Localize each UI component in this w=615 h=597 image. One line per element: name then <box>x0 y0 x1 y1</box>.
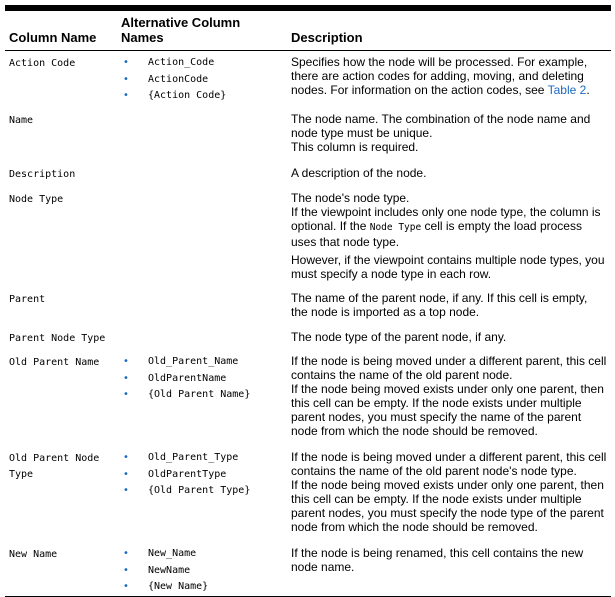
header-column-name: Column Name <box>5 11 117 51</box>
header-row <box>5 11 611 51</box>
table-row <box>5 51 611 109</box>
column-name-cell: Description <box>9 169 76 180</box>
bullet-icon: • <box>123 57 129 68</box>
description-cell: If the node is being moved under a different parent, this cell contains the name of the old parent node. If the node being moved exists under only one parent, then this cell can be empty. If the node exists under multiple parent nodes, you must specify the name of the parent node from which the node should be removed. <box>291 354 607 438</box>
description-cell: The node's node type. If the viewpoint includes only one node type, the column is optional. If the Node Type cell is empty the load process uses that node type. However, if the viewpoint contains multiple node types, you must specify a node type in each row. <box>291 191 605 281</box>
alt-names-cell <box>117 350 287 446</box>
description-cell: The name of the parent node, if any. If this cell is empty, the node is imported as a top node. <box>291 291 588 319</box>
column-name-cell: Old Parent Node Type <box>9 453 100 480</box>
description-cell: Specifies how the node will be processed. For example, there are action codes for adding, moving, and deleting nodes. For information on the action codes, see Table 2. <box>291 55 590 97</box>
list-item: • {Old Parent Name} <box>121 387 287 404</box>
column-name-cell: Old Parent Name <box>9 357 100 368</box>
list-item: • ActionCode <box>121 72 287 89</box>
alt-names-cell <box>117 446 287 542</box>
column-name-cell: Action Code <box>9 58 76 69</box>
column-name-cell: Parent <box>9 294 46 305</box>
column-reference-table <box>5 11 611 597</box>
alt-names-cell <box>117 187 287 287</box>
list-item: • NewName <box>121 563 287 580</box>
bullet-icon: • <box>123 90 129 101</box>
alt-names-list <box>117 350 287 404</box>
list-item: • Old_Parent_Type <box>121 450 287 467</box>
description-cell: The node type of the parent node, if any. <box>291 330 507 344</box>
alt-names-cell <box>117 326 287 350</box>
header-alternative-names: Alternative Column Names <box>117 11 287 51</box>
table-row <box>5 162 611 187</box>
table-row <box>5 350 611 446</box>
table-row <box>5 446 611 542</box>
table-row <box>5 108 611 162</box>
description-cell: A description of the node. <box>291 166 427 180</box>
header-description: Description <box>287 11 611 51</box>
column-name-cell: Node Type <box>9 194 64 205</box>
alt-names-cell <box>117 51 287 109</box>
bullet-icon: • <box>123 356 129 367</box>
table-row <box>5 326 611 350</box>
alt-names-cell <box>117 287 287 326</box>
bullet-icon: • <box>123 389 129 400</box>
table-row <box>5 542 611 596</box>
list-item: • New_Name <box>121 546 287 563</box>
column-name-cell: Name <box>9 115 34 126</box>
list-item: • OldParentType <box>121 467 287 484</box>
bullet-icon: • <box>123 581 129 592</box>
list-item: • {New Name} <box>121 579 287 596</box>
alt-names-list <box>117 542 287 596</box>
alt-names-cell <box>117 162 287 187</box>
alt-names-list <box>117 51 287 105</box>
bullet-icon: • <box>123 485 129 496</box>
bullet-icon: • <box>123 468 129 480</box>
list-item: • {Action Code} <box>121 88 287 105</box>
bullet-icon: • <box>123 548 129 559</box>
table-2-link[interactable]: Table 2 <box>547 83 587 97</box>
column-name-cell: Parent Node Type <box>9 333 106 344</box>
list-item: • {Old Parent Type} <box>121 483 287 500</box>
description-cell: The node name. The combination of the node name and node type must be unique. This column is required. <box>291 112 591 154</box>
description-cell: If the node is being renamed, this cell contains the new node name. <box>287 542 611 596</box>
list-item: • OldParentName <box>121 371 287 388</box>
list-item: • Old_Parent_Name <box>121 354 287 371</box>
bullet-icon: • <box>123 452 129 463</box>
description-cell: If the node is being moved under a different parent, this cell contains the name of the old parent node's node type. If the node being moved exists under only one parent, then this cell can be empty. If the node exists under multiple parent nodes, you must specify the node type of the parent node from which the node should be removed. <box>291 450 607 534</box>
column-name-cell: New Name <box>5 542 117 596</box>
alt-names-cell <box>117 542 287 596</box>
bullet-icon: • <box>123 564 129 576</box>
list-item: • Action_Code <box>121 55 287 72</box>
table-row <box>5 287 611 326</box>
bullet-icon: • <box>123 372 129 384</box>
alt-names-cell <box>117 108 287 162</box>
bullet-icon: • <box>123 73 129 85</box>
table-row <box>5 187 611 287</box>
alt-names-list <box>117 446 287 500</box>
column-reference-table-container <box>5 0 611 597</box>
